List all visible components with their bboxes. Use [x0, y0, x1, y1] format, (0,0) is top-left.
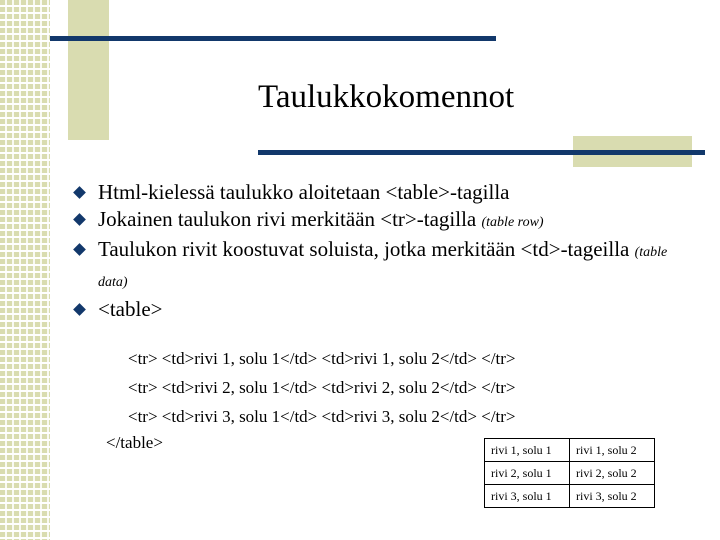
table-cell: rivi 2, solu 2 — [570, 462, 655, 485]
table-cell: rivi 3, solu 1 — [485, 485, 570, 508]
diamond-bullet-icon — [73, 303, 86, 316]
slide-title: Taulukkokomennot — [258, 79, 515, 115]
code-line: <tr> <td>rivi 2, solu 1</td> <td>rivi 2, solu 2</td> </tr> — [128, 378, 516, 397]
table-row — [485, 439, 655, 462]
bullet-note: (table data) — [98, 245, 668, 290]
bullet-item — [72, 206, 692, 236]
title-bar-bottom — [258, 150, 705, 155]
table-cell: rivi 1, solu 1 — [485, 439, 570, 462]
code-example — [128, 344, 516, 431]
bullet-text: <table> — [98, 297, 163, 321]
diamond-bullet-icon — [73, 243, 86, 256]
table-row — [485, 485, 655, 508]
example-table — [484, 438, 655, 508]
bullet-text: Taulukon rivit koostuvat soluista, jotka merkitään <td>-tageilla — [98, 237, 635, 261]
table-cell: rivi 1, solu 2 — [570, 439, 655, 462]
bullet-text: Html-kielessä taulukko aloitetaan <table>-tagilla — [98, 180, 510, 204]
table-cell: rivi 3, solu 2 — [570, 485, 655, 508]
bullet-list — [72, 179, 692, 323]
diamond-bullet-icon — [73, 186, 86, 199]
bullet-text: Jokainen taulukon rivi merkitään <tr>-tagilla — [98, 207, 482, 231]
bullet-item — [72, 179, 692, 206]
closing-tag: </table> — [106, 433, 163, 452]
bullet-note: (table row) — [481, 215, 544, 230]
code-line: <tr> <td>rivi 3, solu 1</td> <td>rivi 3, solu 2</td> </tr> — [128, 407, 516, 426]
code-line: <tr> <td>rivi 1, solu 1</td> <td>rivi 1, solu 2</td> </tr> — [128, 349, 516, 368]
decorative-block-top — [68, 0, 109, 140]
table-cell: rivi 2, solu 1 — [485, 462, 570, 485]
diamond-bullet-icon — [73, 213, 86, 226]
bullet-item — [72, 296, 692, 323]
title-bar-top — [50, 36, 496, 41]
bullet-item — [72, 236, 692, 296]
table-row — [485, 462, 655, 485]
decorative-stripes — [0, 0, 50, 540]
